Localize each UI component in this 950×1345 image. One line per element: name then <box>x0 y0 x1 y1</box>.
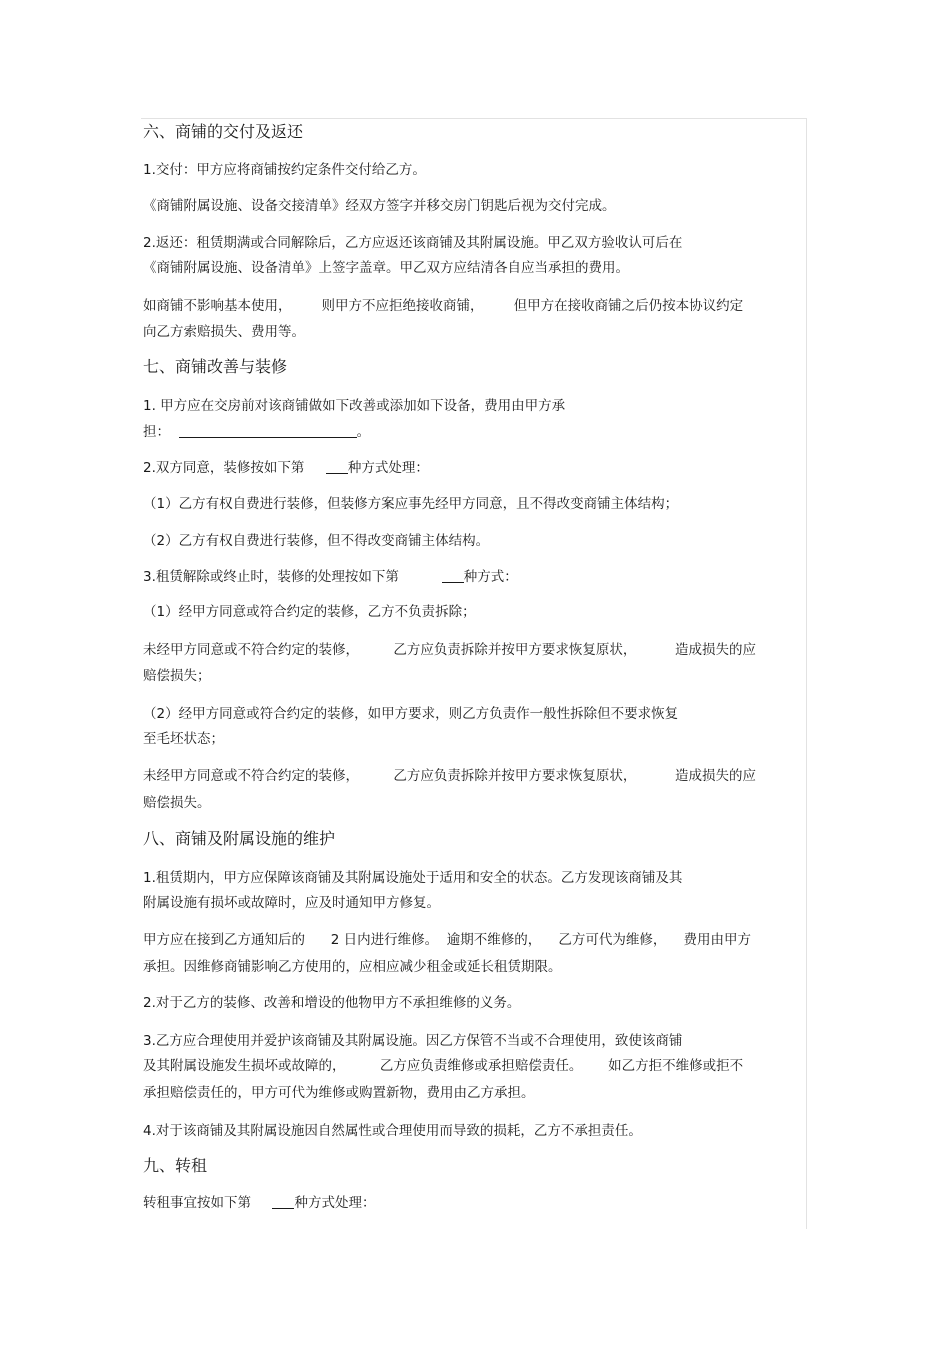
paragraph: 赔偿损失； <box>143 668 211 684</box>
paragraph: 至毛坯状态； <box>143 731 224 747</box>
paragraph: 及其附属设施发生损坏或故障的， 乙方应负责维修或承担赔偿责任。 如乙方拒不维修或拒不 <box>143 1058 744 1074</box>
paragraph <box>143 423 370 441</box>
paragraph: 2.返还：租赁期满或合同解除后，乙方应返还该商铺及其附属设施。甲乙双方验收认可后在 <box>143 235 683 251</box>
paragraph: 1.租赁期内，甲方应保障该商铺及其附属设施处于适用和安全的状态。乙方发现该商铺及其 <box>143 870 683 886</box>
paragraph: （1）乙方有权自费进行装修，但装修方案应事先经甲方同意，且不得改变商铺主体结构； <box>143 496 679 512</box>
paragraph: 赔偿损失。 <box>143 795 211 811</box>
paragraph: 附属设施有损坏或故障时，应及时通知甲方修复。 <box>143 895 440 911</box>
paragraph: 承担。因维修商铺影响乙方使用的，应相应减少租金或延长租赁期限。 <box>143 959 562 975</box>
section-6-heading: 六、商铺的交付及返还 <box>143 122 304 141</box>
paragraph: 承担赔偿责任的，甲方可代为维修或购置新物，费用由乙方承担。 <box>143 1085 535 1101</box>
paragraph-prefix: 3.租赁解除或终止时，装修的处理按如下第 <box>143 569 442 585</box>
paragraph <box>143 459 429 477</box>
paragraph: 1.交付：甲方应将商铺按约定条件交付给乙方。 <box>143 162 426 178</box>
paragraph-prefix: 2.双方同意，装修按如下第 <box>143 460 326 476</box>
paragraph: 未经甲方同意或不符合约定的装修， 乙方应负责拆除并按甲方要求恢复原状， 造成损失的应 <box>143 642 756 658</box>
paragraph: （1）经甲方同意或符合约定的装修，乙方不负责拆除； <box>143 604 476 620</box>
paragraph: 4.对于该商铺及其附属设施因自然属性或合理使用而导致的损耗，乙方不承担责任。 <box>143 1123 642 1139</box>
paragraph: 向乙方索赔损失、费用等。 <box>143 324 305 340</box>
paragraph: 未经甲方同意或不符合约定的装修， 乙方应负责拆除并按甲方要求恢复原状， 造成损失的应 <box>143 768 756 784</box>
fill-in-blank[interactable] <box>442 568 464 583</box>
section-9-heading: 九、转租 <box>143 1156 208 1175</box>
paragraph-prefix: 转租事宜按如下第 <box>143 1195 273 1211</box>
paragraph: 2.对于乙方的装修、改善和增设的他物甲方不承担维修的义务。 <box>143 995 521 1011</box>
paragraph: 3.乙方应合理使用并爱护该商铺及其附属设施。因乙方保管不当或不合理使用，致使该商铺 <box>143 1033 683 1049</box>
fill-in-blank[interactable] <box>179 423 357 438</box>
paragraph-suffix: 种方式处理： <box>294 1195 376 1211</box>
paragraph-suffix: 种方式处理： <box>347 460 429 476</box>
paragraph-prefix: 担： <box>143 424 179 440</box>
section-7-heading: 七、商铺改善与装修 <box>143 357 288 376</box>
paragraph: 《商铺附属设施、设备清单》上签字盖章。甲乙双方应结清各自应当承担的费用。 <box>143 260 629 276</box>
paragraph <box>143 1194 375 1212</box>
fill-in-blank[interactable] <box>326 459 348 474</box>
paragraph-suffix: 。 <box>356 424 371 440</box>
paragraph: 如商铺不影响基本使用， 则甲方不应拒绝接收商铺， 但甲方在接收商铺之后仍按本协议约定 <box>143 298 744 314</box>
fill-in-blank[interactable] <box>272 1194 294 1209</box>
paragraph-suffix: 种方式： <box>463 569 518 585</box>
paragraph: （2）经甲方同意或符合约定的装修，如甲方要求，则乙方负责作一般性拆除但不要求恢复 <box>143 706 679 722</box>
paragraph: 甲方应在接到乙方通知后的 2 日内进行维修。 逾期不维修的， 乙方可代为维修， 费用由甲方 <box>143 932 752 948</box>
paragraph: （2）乙方有权自费进行装修，但不得改变商铺主体结构。 <box>143 533 490 549</box>
paragraph: 1. 甲方应在交房前对该商铺做如下改善或添加如下设备，费用由甲方承 <box>143 398 566 414</box>
paragraph: 《商铺附属设施、设备交接清单》经双方签字并移交房门钥匙后视为交付完成。 <box>143 198 616 214</box>
paragraph <box>143 568 518 586</box>
section-8-heading: 八、商铺及附属设施的维护 <box>143 829 336 848</box>
